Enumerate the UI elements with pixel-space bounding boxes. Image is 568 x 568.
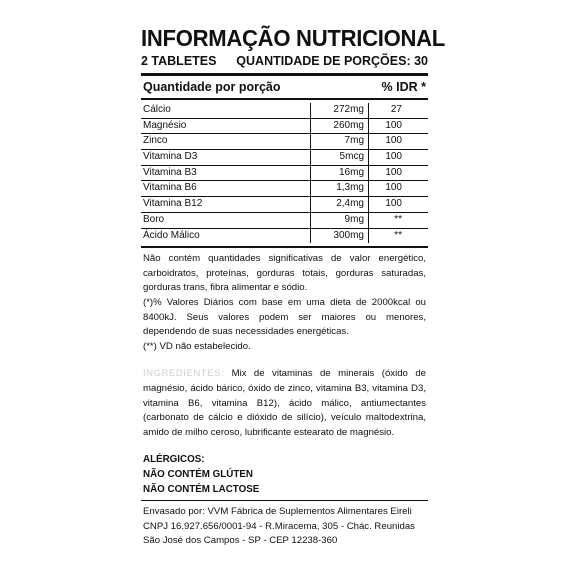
nutrient-name: Cálcio xyxy=(141,103,311,118)
nutrient-name: Vitamina B12 xyxy=(141,197,311,212)
nutrient-quantity: 272mg xyxy=(311,103,369,118)
table-row xyxy=(141,229,428,244)
table-row xyxy=(141,103,428,119)
nutrient-name: Boro xyxy=(141,213,311,228)
header-idr: % IDR * xyxy=(381,80,426,94)
table-row xyxy=(141,166,428,182)
nutrient-quantity: 260mg xyxy=(311,119,369,134)
nutrient-quantity: 1,3mg xyxy=(311,181,369,196)
servings-per-container: QUANTIDADE DE PORÇÕES: 30 xyxy=(236,54,428,68)
allergen-lactose: NÃO CONTÉM LACTOSE xyxy=(143,483,260,495)
nutrient-quantity: 5mcg xyxy=(311,150,369,165)
nutrient-idr: 100 xyxy=(385,198,402,210)
nutrient-quantity: 2,4mg xyxy=(311,197,369,212)
nutrient-quantity: 16mg xyxy=(311,166,369,181)
nutrient-name: Ácido Málico xyxy=(141,229,311,244)
table-header xyxy=(141,76,428,98)
nutrient-table xyxy=(141,98,428,248)
ingredients xyxy=(143,367,426,440)
no-significant-note: Não contém quantidades significativas de valor energético, carboidratos, proteínas, gorduras totais, gorduras saturadas, gorduras trans, fibra alimentar e sódio. xyxy=(143,253,426,294)
daily-values-note: (*)% Valores Diários com base em uma dieta de 2000kcal ou 8400kJ. Seus valores podem ser maiores ou menores, dependendo de suas necessidades energéticas. xyxy=(143,296,426,338)
nutrient-idr: 100 xyxy=(385,166,402,178)
nutrient-quantity: 300mg xyxy=(311,229,369,244)
serving-info xyxy=(141,54,428,68)
header-quantity: Quantidade por porção xyxy=(143,80,281,94)
nutrient-quantity: 9mg xyxy=(311,213,369,228)
nutrient-idr: 100 xyxy=(385,135,402,147)
footer-line-2: CNPJ 16.927.656/0001-94 - R.Miracema, 305 - Chác. Reunidas xyxy=(143,520,415,532)
nutrition-label xyxy=(141,25,445,549)
nutrient-idr: 100 xyxy=(385,182,402,194)
nutrient-idr: ** xyxy=(394,229,402,241)
allergens-title: ALÉRGICOS: xyxy=(143,454,205,466)
label-title: INFORMAÇÃO NUTRICIONAL xyxy=(141,25,445,51)
allergen-gluten: NÃO CONTÉM GLÚTEN xyxy=(143,469,253,481)
vd-note: (**) VD não estabelecido. xyxy=(143,340,251,352)
footer-line-1: Envasado por: VVM Fábrica de Suplementos Alimentares Eireli xyxy=(143,505,412,517)
ingredients-text: Mix de vitaminas de minerais (óxido de magnésio, ácido bárico, óxido de zinco, vitamina B3, vitamina D3, vitamina B6, vitamina B12), ácido málico, antiumectantes (carbonato de cálcio e dióxido de silício), veículo maltodextrina, amido de milho ceroso, lubrificante estearato de magnésio. xyxy=(143,368,426,438)
nutrient-name: Vitamina B3 xyxy=(141,166,311,181)
nutrient-idr: 100 xyxy=(385,151,402,163)
nutrient-name: Zinco xyxy=(141,134,311,149)
nutrient-name: Vitamina D3 xyxy=(141,150,311,165)
table-row xyxy=(141,134,428,150)
nutrient-idr: 100 xyxy=(385,119,402,131)
serving-size: 2 TABLETES xyxy=(141,54,217,68)
table-row xyxy=(141,213,428,229)
notes-section xyxy=(141,248,428,440)
nutrient-name: Magnésio xyxy=(141,119,311,134)
ingredients-label: INGREDIENTES: xyxy=(143,368,225,380)
footer-line-3: São José dos Campos - SP - CEP 12238-360 xyxy=(143,535,338,547)
table-row xyxy=(141,197,428,213)
nutrient-name: Vitamina B6 xyxy=(141,181,311,196)
nutrient-idr: ** xyxy=(394,213,402,225)
table-row xyxy=(141,150,428,166)
table-row xyxy=(141,119,428,135)
allergens-section xyxy=(141,453,428,497)
manufacturer-info xyxy=(141,501,428,549)
nutrient-quantity: 7mg xyxy=(311,134,369,149)
table-row xyxy=(141,181,428,197)
nutrient-idr: 27 xyxy=(390,104,402,115)
